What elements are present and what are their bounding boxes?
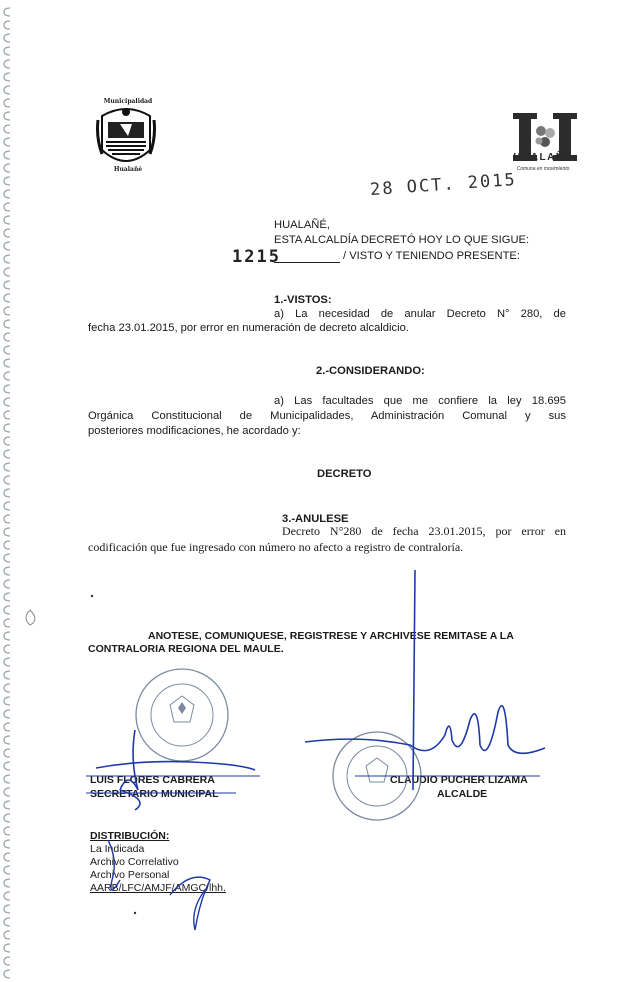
intro-line-1: ESTA ALCALDÍA DECRETÓ HOY LO QUE SIGUE: [274, 234, 530, 246]
closing-line-1: ANOTESE, COMUNIQUESE, REGISTRESE Y ARCHIVESE REMITASE A LA [148, 630, 514, 642]
intro-line-2: VISTO Y TENIENDO PRESENTE: [349, 250, 520, 262]
considerando-text-b: Orgánica Constitucional de Municipalidades, Administración Comunal y sus [88, 410, 566, 422]
right-signatory-title: ALCALDE [437, 788, 488, 800]
brand-slogan: Comuna en movimiento [516, 166, 570, 172]
left-signatory-title: SECRETARIO MUNICIPAL [90, 788, 219, 800]
vistos-text-b: fecha 23.01.2015, por error en numeración de decreto alcaldicio. [88, 322, 409, 334]
considerando-text-a: a) Las facultades que me confiere la ley 18.695 [274, 395, 566, 407]
municipality-seal-label-top: Municipalidad [103, 98, 153, 105]
considerando-heading: 2.-CONSIDERANDO: [316, 365, 425, 377]
city-line: HUALAÑÉ, [274, 219, 330, 231]
decreto-heading: DECRETO [317, 468, 372, 480]
distribution-item: Archivo Personal [90, 869, 170, 881]
mayor-signature [305, 570, 545, 790]
considerando-text-c: posteriores modificaciones, he acordado y: [88, 425, 301, 437]
secretary-round-seal [136, 669, 228, 761]
secretary-signature [96, 730, 255, 810]
anulese-heading: 3.-ANULESE [282, 513, 349, 525]
distribution-item: Archivo Correlativo [90, 856, 179, 868]
distribution-item: AARB/LFC/AMJF/AMGC/lhh. [90, 882, 226, 894]
anulese-text-b: codificación que fue ingresado con número no afecto a registro de contraloría. [88, 540, 464, 554]
distribution-initials-scribble [108, 840, 210, 930]
right-signatory-name: CLAUDIO PUCHER LIZAMA [390, 774, 528, 786]
closing-line-2: CONTRALORIA REGIONA DEL MAULE. [88, 643, 284, 655]
left-signatory-name: LUIS FLORES CABRERA [90, 774, 215, 786]
vistos-heading: 1.-VISTOS: [274, 294, 332, 306]
brand-name: HUALAÑE [513, 152, 573, 163]
distribution-heading: DISTRIBUCIÓN: [90, 830, 170, 842]
vistos-text-a: a) La necesidad de anular Decreto N° 280, de [274, 308, 566, 320]
municipality-seal-label-bottom: Hualañé [113, 166, 143, 173]
decree-number: 1215 [232, 247, 281, 267]
anulese-text-a: Decreto N°280 de fecha 23.01.2015, por error en [282, 524, 566, 538]
received-date-stamp: 28 OCT. 2015 [369, 169, 518, 201]
distribution-item: La Indicada [90, 843, 145, 855]
